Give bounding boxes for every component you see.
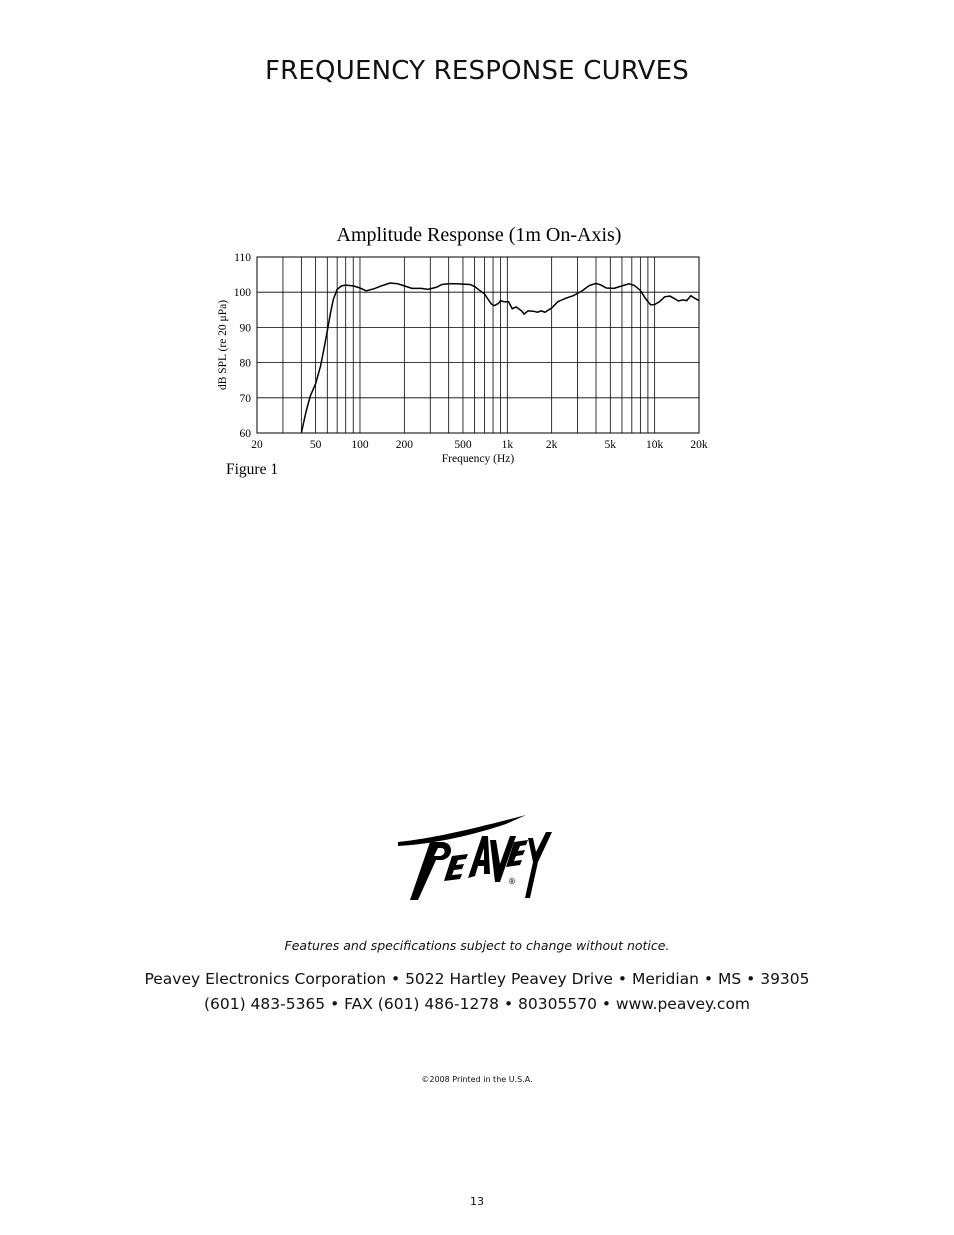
x-tick-label: 50 [309, 439, 322, 451]
figure-caption: Figure 1 [226, 461, 279, 478]
address-line-1: Peavey Electronics Corporation • 5022 Hartley Peavey Drive • Meridian • MS • 39305 [144, 970, 810, 988]
x-tick-label: 10k [646, 439, 664, 451]
copyright: ©2008 Printed in the U.S.A. [421, 1075, 533, 1084]
page-title: FREQUENCY RESPONSE CURVES [265, 56, 689, 86]
chart-title: Amplitude Response (1m On-Axis) [336, 224, 622, 246]
amplitude-response-chart [0, 0, 954, 500]
y-tick-label: 100 [233, 287, 251, 300]
y-tick-label: 90 [239, 322, 251, 335]
plot-frame [257, 257, 699, 433]
peavey-logo [396, 812, 556, 909]
chart-grid [257, 257, 699, 433]
x-tick-label: 2k [545, 439, 558, 451]
x-tick-label: 5k [604, 439, 617, 451]
x-tick-label: 20k [690, 439, 708, 451]
x-tick-label: 100 [351, 439, 369, 451]
x-tick-label: 500 [454, 439, 472, 451]
company-address [0, 967, 954, 1017]
x-tick-label: 200 [395, 439, 413, 451]
page-number: 13 [470, 1195, 484, 1208]
y-tick-label: 70 [239, 392, 251, 405]
y-axis-label: dB SPL (re 20 μPa) [217, 299, 229, 391]
x-axis-label: Frequency (Hz) [441, 453, 515, 465]
y-tick-label: 60 [239, 428, 251, 440]
chart-tick-labels [234, 252, 708, 451]
x-tick-label: 20 [251, 439, 263, 451]
x-tick-label: 1k [501, 439, 514, 451]
change-notice: Features and specifications subject to change without notice. [284, 938, 670, 953]
address-line-2: (601) 483-5365 • FAX (601) 486-1278 • 80305570 • www.peavey.com [203, 995, 751, 1013]
y-tick-label: 80 [239, 357, 251, 370]
y-tick-label: 110 [234, 252, 251, 264]
logo-registered-mark: ® [508, 877, 516, 886]
